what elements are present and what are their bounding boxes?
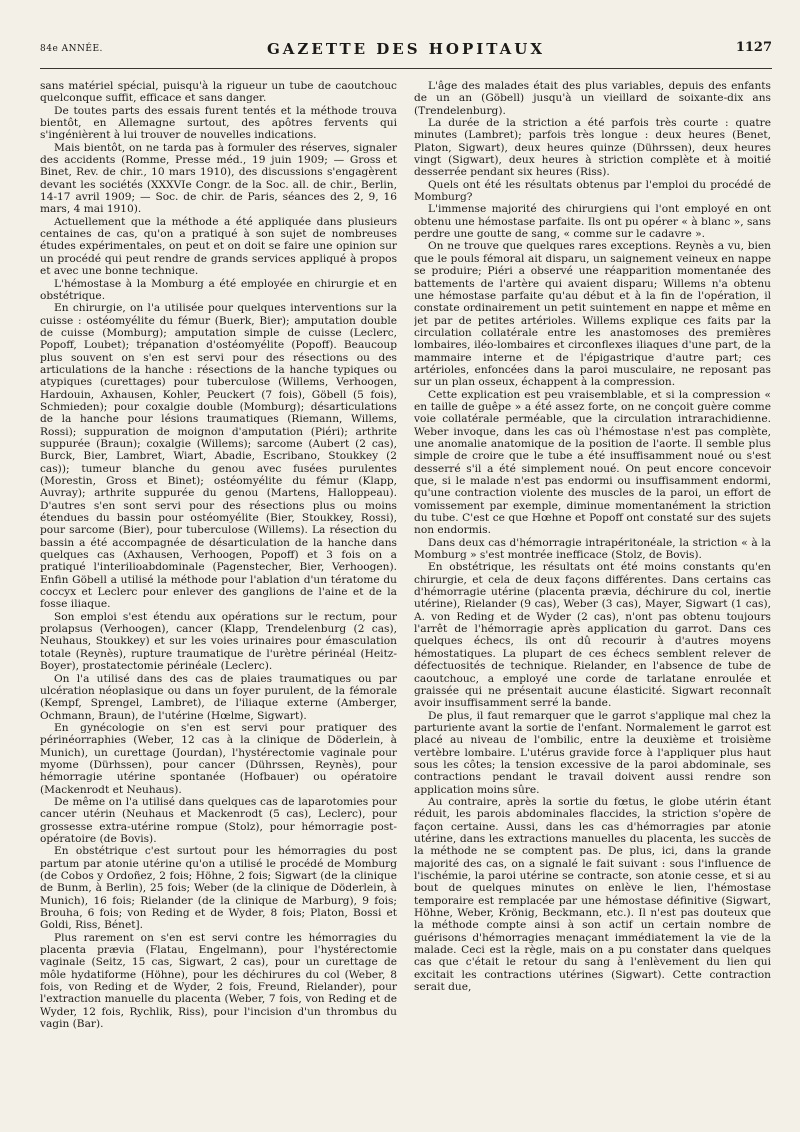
paragraph: L'âge des malades était des plus variables, depuis des enfants de un an (Göbell) jusqu'à un vieillard de soixante-dix ans (Trendelenburg). [414, 80, 771, 117]
paragraph: En obstétrique c'est surtout pour les hémorragies du post partum par atonie utérine qu'on a utilisé le procédé de Momburg (de Cobos y Ordoñez, 2 fois; Höhne, 2 fois; Sigwart (de la clinique de Bunm, à Berlin), 25 fois; Weber (de la clinique de Döderlein, à Munich), 16 fois; Rielander (de la clinique de Marburg), 9 fois; Brouha, 6 fois; von Reding et de Wyder, 8 fois; Platon, Bossi et Goldi, Riss, Bénet]. [40, 845, 397, 932]
paragraph: De toutes parts des essais furent tentés et la méthode trouva bientôt, en Allemagne surtout, des apôtres fervents qui s'ingénièrent à lui trouver de nouvelles indications. [40, 104, 397, 142]
paragraph: L'immense majorité des chirurgiens qui l'ont employé en ont obtenu une hémostase parfaite. Ils ont pu opérer « à blanc », sans perdre une goutte de sang, « comme sur le cadavre ». [414, 203, 771, 241]
paragraph: L'hémostase à la Momburg a été employée en chirurgie et en obstétrique. [40, 277, 397, 302]
paragraph: De plus, il faut remarquer que le garrot s'applique mal chez la parturiente avant la sortie de l'enfant. Normalement le garrot est placé au niveau de l'ombilic, entre la deuxième et troisième vertèbre lombaire. L'utérus gravide force à l'appliquer plus haut sous les côtes; la tension excessive de la paroi abdominale, ses contractions pendant le travail doivent aussi rendre son application moins sûre. [414, 709, 771, 796]
right-column [414, 80, 771, 1120]
header-rule [40, 68, 772, 69]
left-column [40, 80, 397, 1120]
paragraph: La durée de la striction a été parfois très courte : quatre minutes (Lambret); parfois très longue : deux heures (Benet, Platon, Sigwart), deux heures quinze (Dührssen), deux heures vingt (Sigwart), deux heures à striction complète et à moitié desserrée pendant six heures (Riss). [414, 117, 771, 179]
paragraph: sans matériel spécial, puisqu'à la rigueur un tube de caoutchouc quelconque suffit, efficace et sans danger. [40, 80, 397, 105]
paragraph: Cette explication est peu vraisemblable, et si la compression « en taille de guêpe » a été assez forte, on ne conçoit guère comme voie collatérale perméable, que la circulation intrarachidienne. Weber invoque, dans les cas où l'hémostase n'est pas complète, une anomalie anatomique de la position de l'aorte. Il semble plus simple de croire que le tube a été insuffisamment noué ou s'est desserré s'il a été simplement noué. On peut encore concevoir que, si le malade n'est pas endormi ou insuffisamment endormi, qu'une contraction violente des muscles de la paroi, un effort de vomissement par exemple, diminue momentanément la striction du tube. C'est ce que Hœhne et Popoff ont constaté sur des sujets non endormis. [414, 388, 771, 537]
paragraph: En obstétrique, les résultats ont été moins constants qu'en chirurgie, et cela de deux façons différentes. Dans certains cas d'hémorragie utérine (placenta prævia, déchirure du col, inertie utérine), Rielander (9 cas), Weber (3 cas), Mayer, Sigwart (1 cas), A. von Reding et de Wyder (2 cas), n'ont pas obtenu toujours l'arrêt de l'hémorragie après application du garrot. Dans ces quelques échecs, ils ont dû recourir à d'autres moyens hémostatiques. La plupart de ces échecs semblent relever de défectuosités de technique. Rielander, en l'absence de tube de caoutchouc, a employé une corde de tarlatane enroulée et graissée qui ne présentait aucune élasticité. Sigwart reconnaît avoir insuffisamment serré la bande. [414, 561, 771, 710]
paragraph: Son emploi s'est étendu aux opérations sur le rectum, pour prolapsus (Verhoogen), cancer (Klapp, Trendelenburg (2 cas), Neuhaus, Stoukkey) et sur les voies urinaires pour émasculation totale (Reynès), rupture traumatique de l'urètre périnéal (Heitz-Boyer), prostatectomie périnéale (Leclerc). [40, 610, 397, 673]
journal-title: GAZETTE DES HOPITAUX [266, 40, 545, 58]
paragraph: En chirurgie, on l'a utilisée pour quelques interventions sur la cuisse : ostéomyélite du fémur (Buerk, Bier); amputation double de cuisse (Momburg); amputation simple de cuisse (Leclerc, Popoff, Loubet); trépanation d'ostéomyélite (Popoff). Beaucoup plus souvent on s'en est servi pour des résections ou des articulations de la hanche : résections de la hanche typiques ou atypiques (curettages) pour tuberculose (Willems, Verhoogen, Hardouin, Axhausen, Kohler, Peuckert (7 fois), Göbell (5 fois), Schmieden); pour coxalgie double (Momburg); désarticulations de la hanche pour lésions traumatiques (Riemann, Willems, Rossi); suppuration de moignon d'amputation (Piéri); arthrite suppurée (Braun); coxalgie (Willems); sarcome (Aubert (2 cas), Burck, Bier, Lambret, Wiart, Abadie, Escribano, Stoukkey (2 cas)); tumeur blanche du genou avec fusées purulentes (Morestin, Gross et Binet); ostéomyélite du fémur (Klapp, Auvray); arthrite suppurée du genou (Martens, Halloppeau). D'autres s'en sont servi pour des résections plus ou moins étendues du bassin pour ostéomyélite (Bier, Stoukkey, Rossi), pour sarcome (Bier), pour tuberculose (Willems). La résection du bassin a été accompagnée de désarticulation de la hanche dans quelques cas (Axhausen, Verhoogen, Popoff) et 3 fois on a pratiqué l'interilioabdominale (Pagenstecher, Bier, Verhoogen). Enfin Göbell a utilisé la méthode pour l'ablation d'un tératome du coccyx et Leclerc pour enlever des ganglions de l'aine et de la fosse iliaque. [40, 302, 397, 611]
paragraph: Mais bientôt, on ne tarda pas à formuler des réserves, signaler des accidents (Romme, Presse méd., 19 juin 1909; — Gross et Binet, Rev. de chir., 10 mars 1910), des discussions s'engagèrent devant les sociétés (XXXVIe Congr. de la Soc. all. de chir., Berlin, 14-17 avril 1909; — Soc. de chir. de Paris, séances des 2, 9, 16 mars, 4 mai 1910). [40, 141, 397, 216]
page-number: 1127 [735, 40, 772, 55]
volume-label: 84e ANNÉE. [40, 44, 103, 54]
paragraph: Actuellement que la méthode a été appliquée dans plusieurs centaines de cas, qu'on a pratiqué à son sujet de nombreuses études expérimentales, on peut et on doit se faire une opinion sur un procédé qui peut rendre de grands services appliqué à propos et avec une bonne technique. [40, 215, 397, 278]
paragraph: Plus rarement on s'en est servi contre les hémorragies du placenta prævia (Flatau, Engelmann), pour l'hystérectomie vaginale (Seitz, 15 cas, Sigwart, 2 cas), pour un curettage de môle hydatiforme (Höhne), pour les déchirures du col (Weber, 8 fois, von Reding et de Wyder, 2 fois, Freund, Rielander), pour l'extraction manuelle du placenta (Weber, 7 fois, von Reding et de Wyder, 12 fois, Rychlik, Riss), pour l'incision d'un thrombus du vagin (Bar). [40, 931, 397, 1031]
paragraph: Dans deux cas d'hémorragie intrapéritonéale, la striction « à la Momburg » s'est montrée inefficace (Stolz, de Bovis). [414, 536, 771, 562]
paragraph: On l'a utilisé dans des cas de plaies traumatiques ou par ulcération néoplasique ou dans un foyer purulent, de la fémorale (Kempf, Sprengel, Lambret), de l'iliaque externe (Amberger, Ochmann, Braun), de l'utérine (Hœlme, Sigwart). [40, 672, 397, 722]
paragraph: De même on l'a utilisé dans quelques cas de laparotomies pour cancer utérin (Neuhaus et Mackenrodt (5 cas), Leclerc), pour grossesse extra-utérine rompue (Stolz), pour hémorragie post-opératoire (de Bovis). [40, 795, 397, 845]
running-header [40, 36, 772, 70]
paragraph: Quels ont été les résultats obtenus par l'emploi du procédé de Momburg? [414, 178, 771, 204]
paragraph: On ne trouve que quelques rares exceptions. Reynès a vu, bien que le pouls fémoral ait disparu, un saignement veineux en nappe se produire; Piéri a observé une réapparition momentanée des battements de l'artère qui avaient disparu; Willems n'a obtenu une hémostase parfaite qu'au début et à la fin de l'opération, il constate ordinairement un petit suintement en nappe et même en jet par de petites artérioles. Willems explique ces faits par la circulation collatérale entre les anastomoses des premières lombaires, iléo-lombaires et circonflexes iliaques d'une part, de la mammaire interne et de l'épigastrique d'autre part; ces artérioles, enfoncées dans la paroi musculaire, ne reposant pas sur un plan osseux, échappent à la compression. [414, 240, 771, 389]
paragraph: Au contraire, après la sortie du fœtus, le globe utérin étant réduit, les parois abdominales flaccides, la striction s'opère de façon certaine. Aussi, dans les cas d'hémorragies par atonie utérine, dans les extractions manuelles du placenta, les succès de la méthode ne se comptent pas. De plus, ici, dans la grande majorité des cas, on a signalé le fait suivant : sous l'influence de l'ischémie, la paroi utérine se contracte, son atonie cesse, et si au bout de quelques minutes on enlève le lien, l'hémostase temporaire est remplacée par une hémostase définitive (Sigwart, Höhne, Weber, Krönig, Beckmann, etc.). Il n'est pas douteux que la méthode compte ainsi à son actif un certain nombre de guérisons d'hémorragies menaçant immédiatement la vie de la malade. Ceci est la règle, mais on a pu constater dans quelques cas que c'était le retour du sang à l'enlèvement du lien qui excitait les contractions utérines (Sigwart). Cette contraction serait due, [414, 795, 771, 994]
paragraph: En gynécologie on s'en est servi pour pratiquer des périnéorraphies (Weber, 12 cas à la clinique de Döderlein, à Munich), un curettage (Jourdan), l'hystérectomie vaginale pour myome (Dürhssen), pour cancer (Dührssen, Reynès), pour hémorragie utérine spontanée (Hofbauer) ou opératoire (Mackenrodt et Neuhaus). [40, 721, 397, 796]
